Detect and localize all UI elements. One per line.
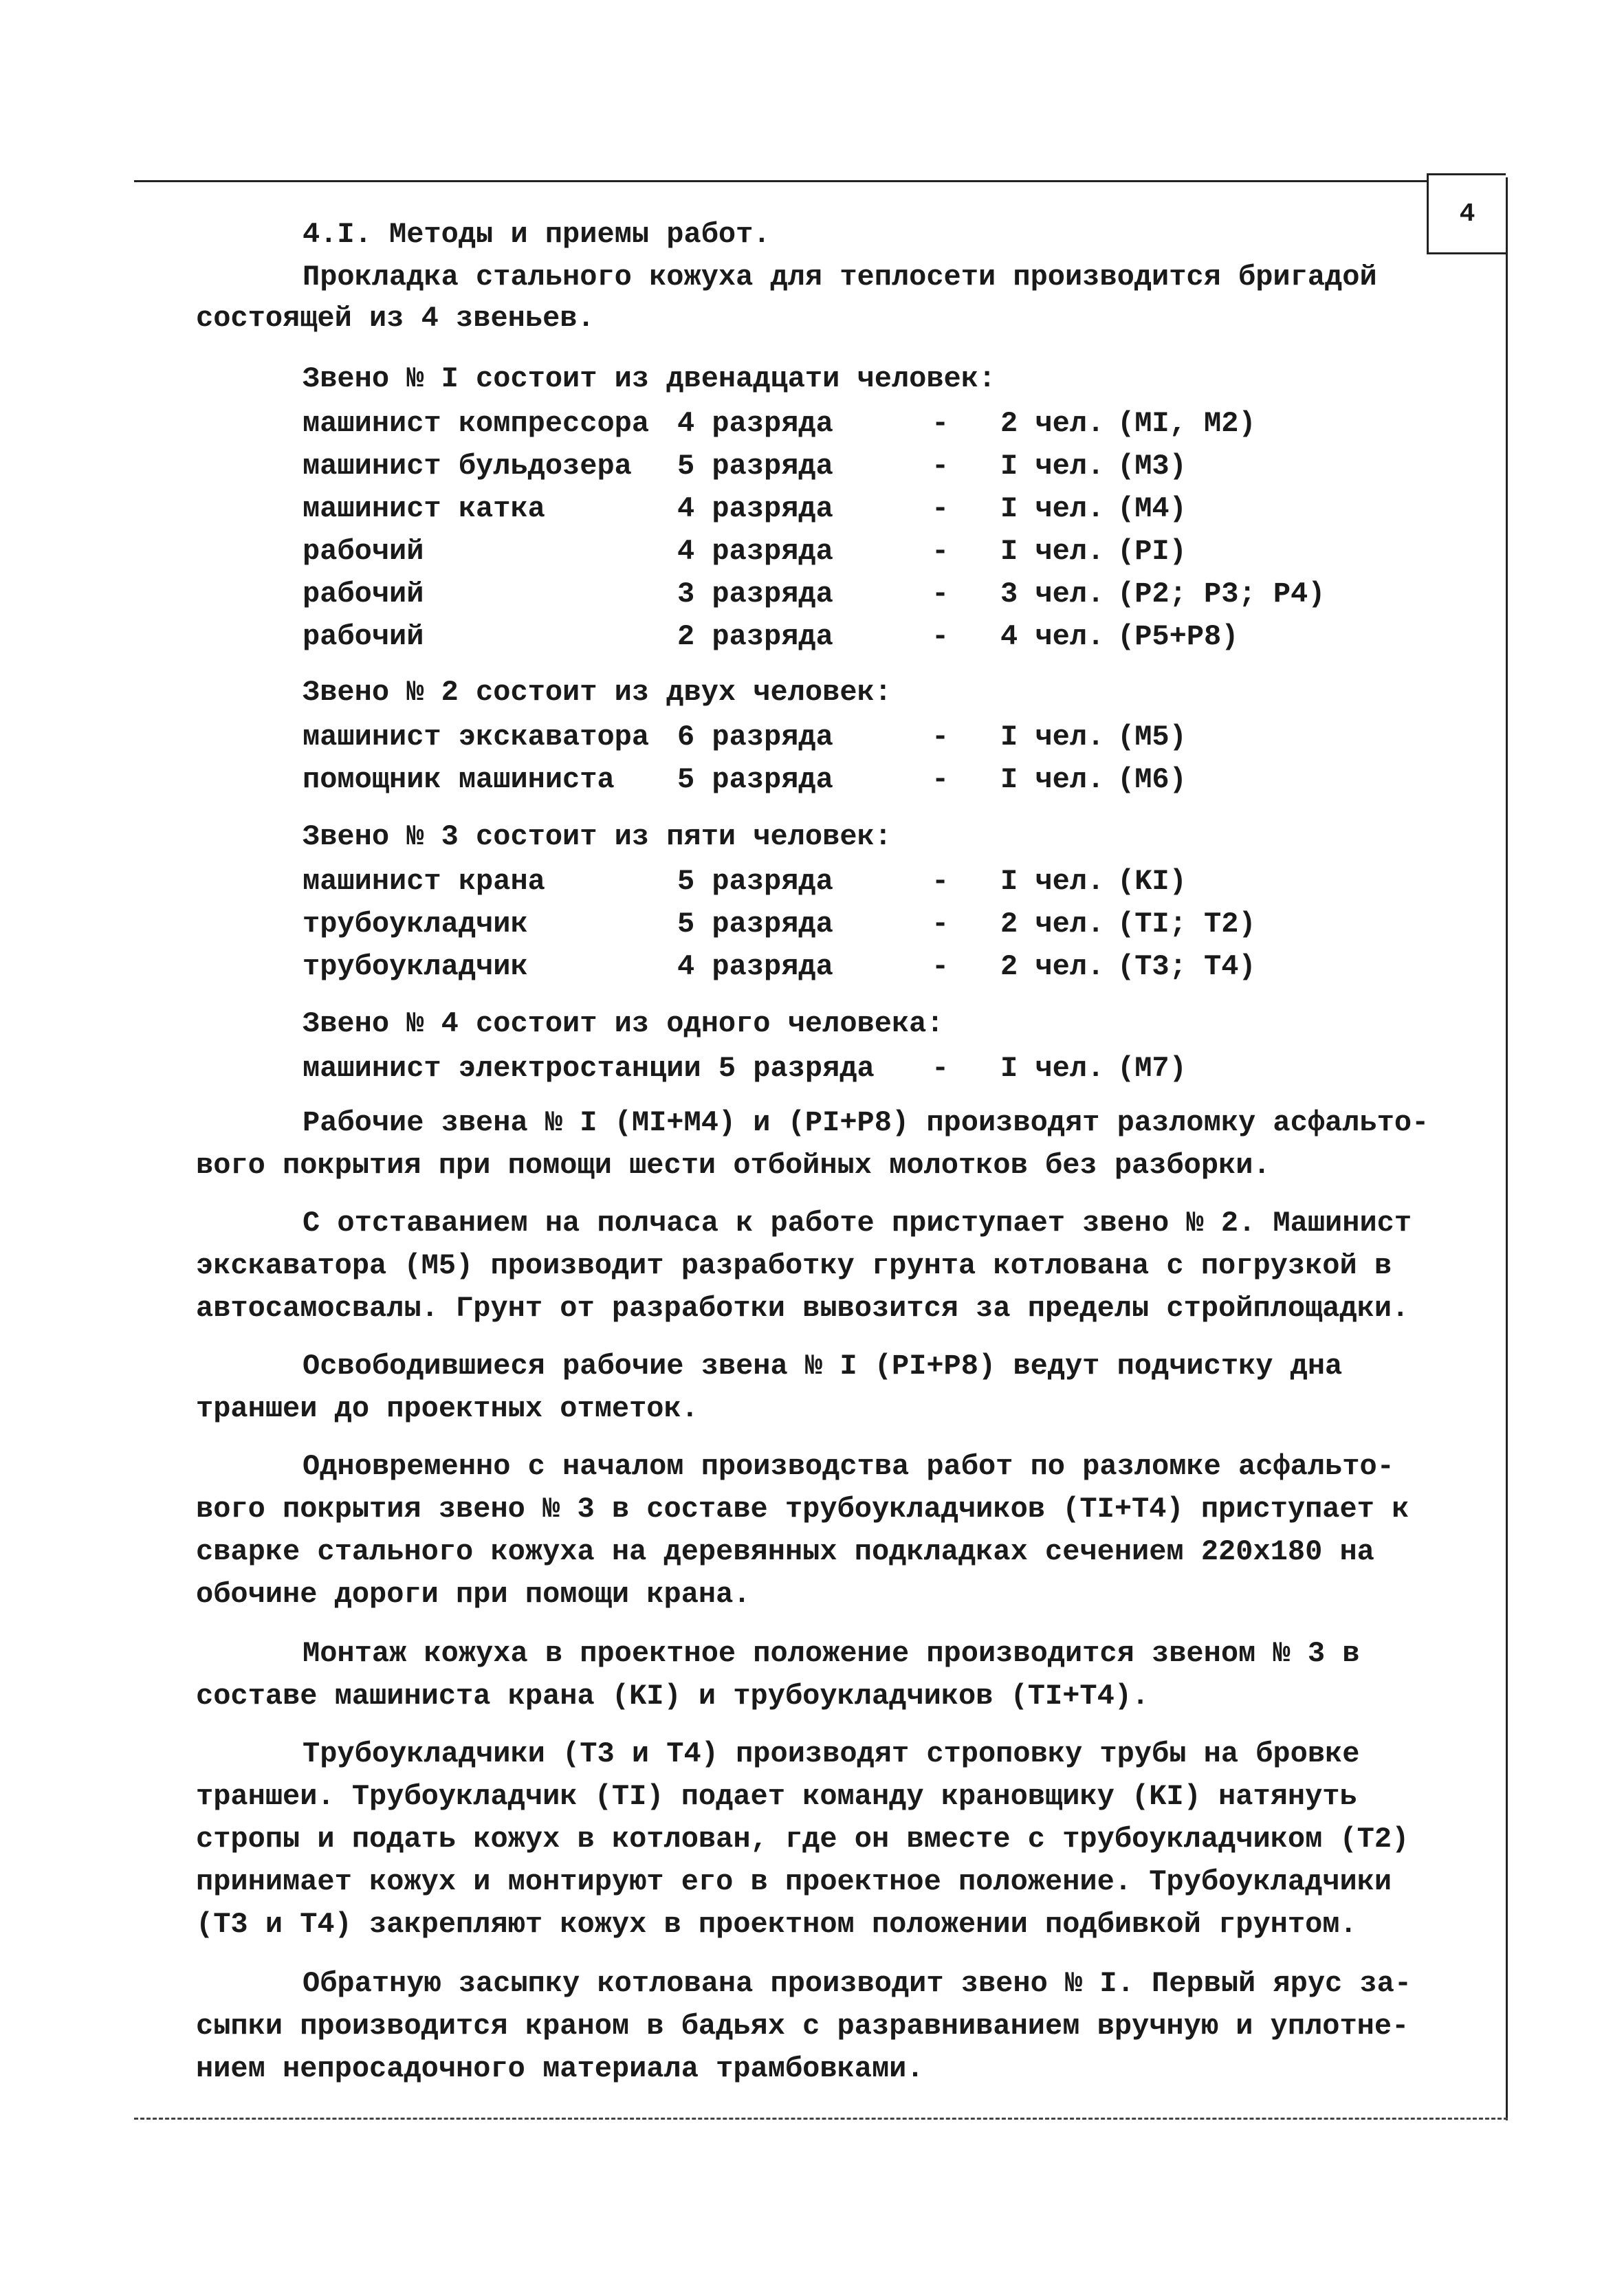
member-role: трубоукладчик [303,950,528,983]
member-count: I чел. [1000,492,1105,525]
paragraph-6-line-2: траншеи. Трубоукладчик (TI) подает команду крановщику (KI) натянуть [196,1780,1357,1813]
member-count: I чел. [1000,865,1105,898]
paragraph-2-line-2: экскаватора (M5) производит разработку грунта котлована с погрузкой в [196,1249,1392,1282]
member-code: (M7) [1117,1052,1187,1085]
member-grade: 5 разряда [677,908,833,941]
member-code: (M5) [1117,721,1187,754]
member-count: 2 чел. [1000,950,1105,983]
paragraph-5-line-2: составе машиниста крана (KI) и трубоукладчиков (TI+T4). [196,1680,1150,1713]
member-role: машинист катка [303,492,545,525]
crew-2-title: Звено № 2 состоит из двух человек: [303,676,892,709]
crew-3-title: Звено № 3 состоит из пяти человек: [303,820,892,853]
paragraph-2-line-1: С отставанием на полчаса к работе приступает звено № 2. Машинист [303,1207,1412,1240]
paragraph-7-line-3: нием непросадочного материала трамбовками. [196,2052,924,2085]
intro-line-1: Прокладка стального кожуха для теплосети производится бригадой [303,261,1377,294]
member-count: I чел. [1000,763,1105,796]
member-grade: 5 разряда [677,865,833,898]
member-count: 2 чел. [1000,908,1105,941]
paragraph-5-line-1: Монтаж кожуха в проектное положение производится звеном № 3 в [303,1637,1360,1670]
member-code: (KI) [1117,865,1187,898]
paragraph-4-line-1: Одновременно с началом производства работ по разломке асфальто- [303,1450,1394,1483]
member-dash: - [932,1052,950,1085]
member-dash: - [932,620,950,653]
intro-line-2: состоящей из 4 звеньев. [196,302,595,335]
paragraph-6-line-5: (T3 и T4) закрепляют кожух в проектном положении подбивкой грунтом. [196,1908,1357,1941]
paragraph-7-line-1: Обратную засыпку котлована производит звено № I. Первый ярус за- [303,1967,1412,2000]
page-number: 4 [1427,173,1506,254]
member-dash: - [932,492,950,525]
frame-top-line [134,180,1427,182]
member-dash: - [932,763,950,796]
member-code: (P5+P8) [1117,620,1239,653]
paragraph-6-line-4: принимает кожух и монтируют его в проектное положение. Трубоукладчики [196,1865,1392,1898]
member-role: машинист крана [303,865,545,898]
member-role: машинист электростанции 5 разряда [303,1052,875,1085]
member-grade: 2 разряда [677,620,833,653]
member-count: 2 чел. [1000,407,1105,440]
member-role: машинист компрессора [303,407,650,440]
paragraph-6-line-3: стропы и подать кожух в котлован, где он вместе с трубоукладчиком (T2) [196,1823,1409,1856]
member-role: машинист экскаватора [303,721,650,754]
paragraph-1-line-2: вого покрытия при помощи шести отбойных молотков без разборки. [196,1149,1271,1182]
member-count: I чел. [1000,1052,1105,1085]
member-role: рабочий [303,535,424,568]
member-code: (M3) [1117,450,1187,483]
paragraph-3-line-2: траншеи до проектных отметок. [196,1392,699,1425]
paragraph-4-line-2: вого покрытия звено № 3 в составе трубоукладчиков (TI+T4) приступает к [196,1493,1409,1526]
member-code: (PI) [1117,535,1187,568]
member-role: машинист бульдозера [303,450,632,483]
member-count: 3 чел. [1000,578,1105,611]
frame-right-line [1506,177,1508,2120]
member-grade: 4 разряда [677,492,833,525]
member-dash: - [932,450,950,483]
paragraph-4-line-4: обочине дороги при помощи крана. [196,1578,751,1611]
member-grade: 4 разряда [677,407,833,440]
member-role: рабочий [303,620,424,653]
paragraph-3-line-1: Освободившиеся рабочие звена № I (PI+P8) ведут подчистку дна [303,1350,1343,1383]
member-dash: - [932,908,950,941]
member-dash: - [932,535,950,568]
crew-1-title: Звено № I состоит из двенадцати человек: [303,362,996,395]
section-heading: 4.I. Методы и приемы работ. [303,218,771,251]
member-count: I чел. [1000,721,1105,754]
member-role: трубоукладчик [303,908,528,941]
member-grade: 4 разряда [677,535,833,568]
paragraph-1-line-1: Рабочие звена № I (MI+M4) и (PI+P8) производят разломку асфальто- [303,1106,1429,1139]
frame-bottom-line [134,2118,1508,2120]
member-dash: - [932,950,950,983]
member-role: рабочий [303,578,424,611]
member-dash: - [932,865,950,898]
paragraph-2-line-3: автосамосвалы. Грунт от разработки вывозится за пределы стройплощадки. [196,1292,1409,1325]
paragraph-4-line-3: сварке стального кожуха на деревянных подкладках сечением 220x180 на [196,1535,1374,1568]
member-count: I чел. [1000,450,1105,483]
member-grade: 3 разряда [677,578,833,611]
member-code: (T3; T4) [1117,950,1256,983]
member-count: 4 чел. [1000,620,1105,653]
member-grade: 5 разряда [677,763,833,796]
member-code: (P2; P3; P4) [1117,578,1326,611]
member-grade: 4 разряда [677,950,833,983]
paragraph-7-line-2: сыпки производится краном в бадьях с разравниванием вручную и уплотне- [196,2010,1409,2043]
member-dash: - [932,578,950,611]
member-code: (MI, M2) [1117,407,1256,440]
member-code: (TI; T2) [1117,908,1256,941]
crew-4-title: Звено № 4 состоит из одного человека: [303,1007,944,1040]
member-count: I чел. [1000,535,1105,568]
member-code: (M6) [1117,763,1187,796]
member-dash: - [932,407,950,440]
paragraph-6-line-1: Трубоукладчики (T3 и T4) производят строповку трубы на бровке [303,1737,1360,1770]
member-code: (M4) [1117,492,1187,525]
member-role: помощник машиниста [303,763,615,796]
member-grade: 6 разряда [677,721,833,754]
member-grade: 5 разряда [677,450,833,483]
member-dash: - [932,721,950,754]
